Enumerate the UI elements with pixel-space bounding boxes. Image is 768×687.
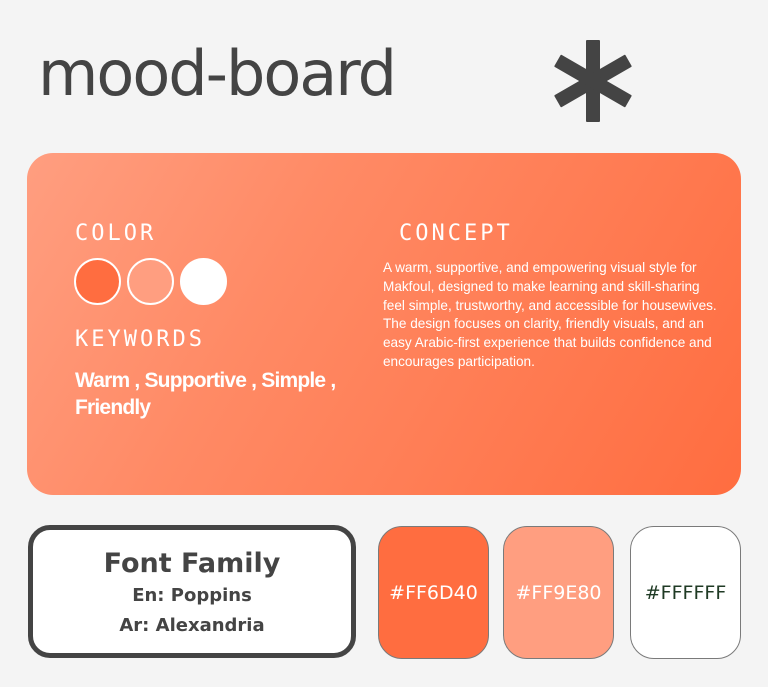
color-label: COLOR — [75, 221, 157, 246]
concept-text: A warm, supportive, and empowering visual style for Makfoul, designed to make learning and skill-sharing feel simple, trustworthy, and accessible for housewives. The design focuses on clarity, friendly visuals, and an easy Arabic-first experience that builds confidence and encourages participation. — [383, 260, 717, 369]
concept-label: CONCEPT — [399, 221, 513, 246]
font-family-card — [28, 525, 356, 658]
keywords-text: Warm , Supportive , Simple , Friendly — [75, 369, 336, 419]
font-arabic: Ar: Alexandria — [119, 615, 265, 636]
swatch-peach — [127, 258, 174, 305]
font-english: En: Poppins — [132, 585, 252, 606]
mood-card — [27, 153, 741, 495]
hex-card-orange: #FF6D40 — [378, 526, 489, 659]
font-card-title: Font Family — [103, 548, 281, 579]
page-title: mood-board — [38, 37, 396, 110]
hex-card-peach: #FF9E80 — [503, 526, 614, 659]
swatch-white — [180, 258, 227, 305]
asterisk-icon — [552, 40, 634, 122]
keywords-label: KEYWORDS — [75, 327, 205, 352]
color-swatches — [74, 258, 227, 305]
hex-card-white: #FFFFFF — [630, 526, 741, 659]
swatch-orange — [74, 258, 121, 305]
